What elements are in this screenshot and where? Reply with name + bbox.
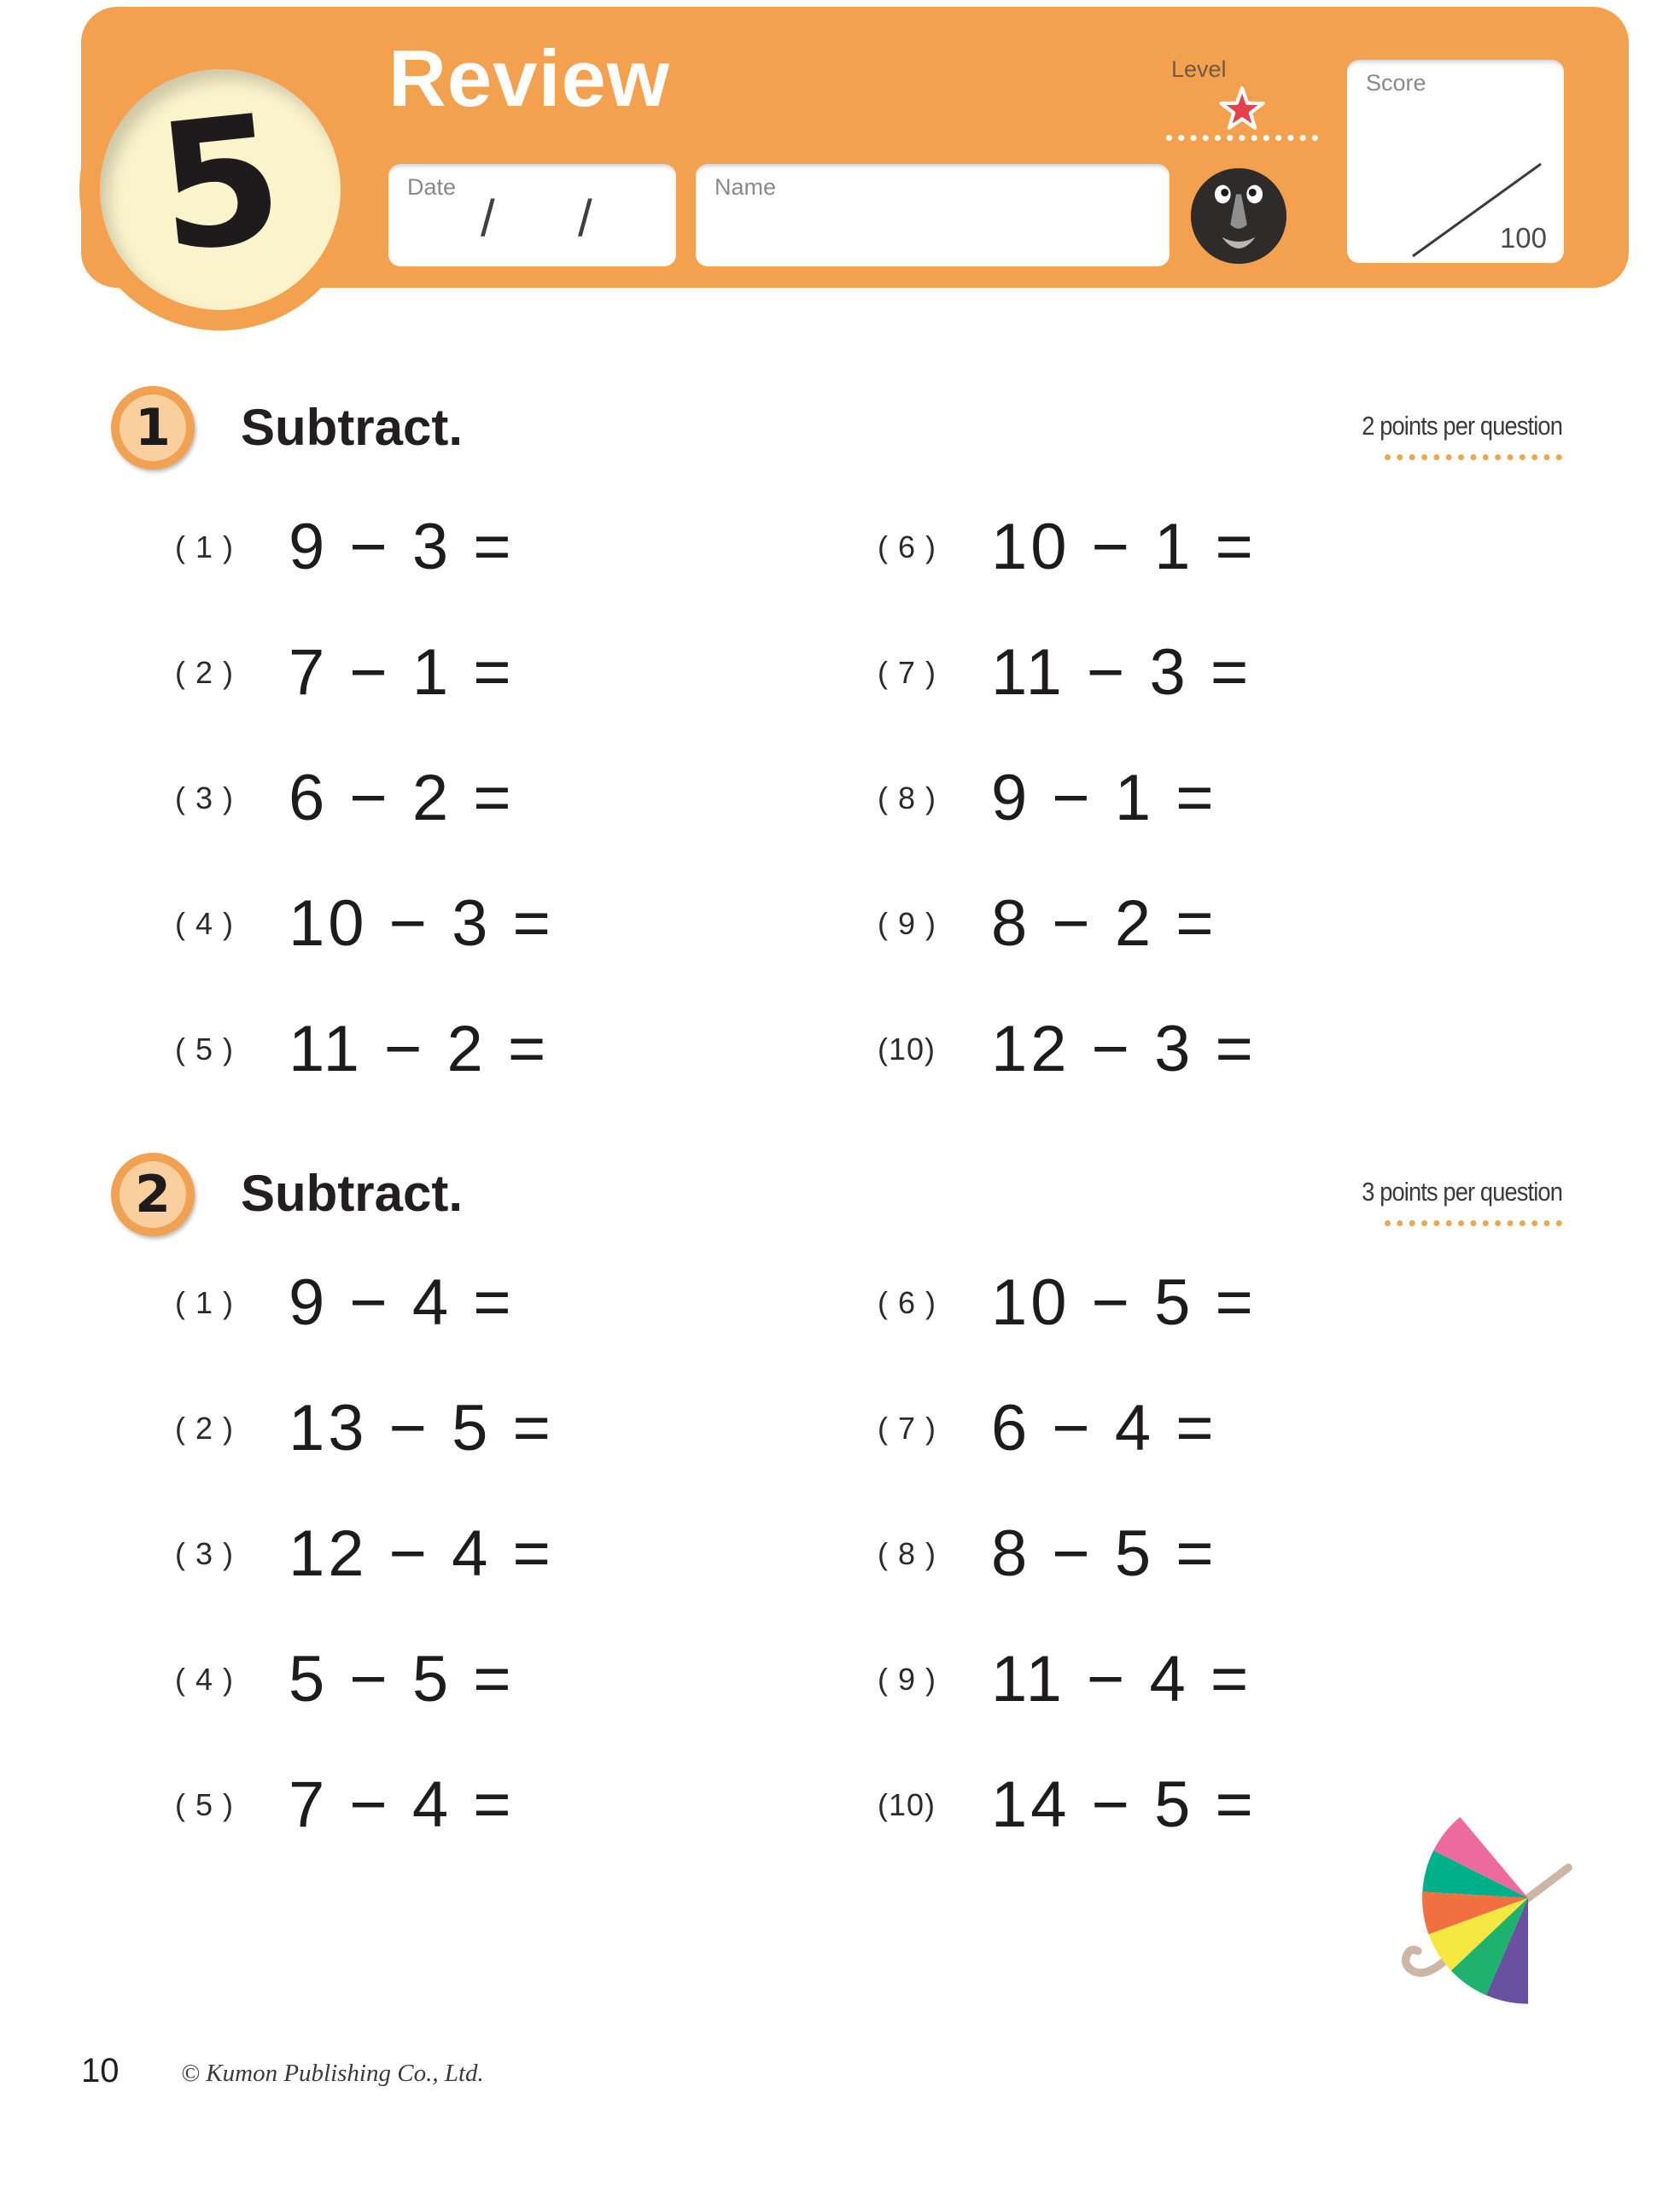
problem-row	[878, 735, 1257, 861]
section-2-badge	[111, 1153, 195, 1236]
level-star-icon	[1214, 82, 1270, 138]
page-title: Review	[388, 33, 670, 123]
section-1-badge	[111, 386, 195, 470]
problem-expression[interactable]: 7 − 1 =	[289, 636, 515, 709]
problem-expression[interactable]: 12 − 4 =	[289, 1517, 554, 1590]
problem-row	[175, 861, 554, 986]
problem-number: ( 4 )	[175, 1661, 235, 1697]
problem-row	[878, 1240, 1257, 1365]
problem-expression[interactable]: 12 − 3 =	[991, 1013, 1257, 1085]
date-slash: /	[578, 190, 592, 247]
problem-number: ( 9 )	[878, 1661, 937, 1697]
problem-row	[878, 986, 1257, 1112]
problem-row	[878, 1491, 1257, 1616]
section-1-points-underline	[1385, 454, 1562, 460]
date-input-box[interactable]	[388, 164, 676, 266]
problem-expression[interactable]: 10 − 5 =	[991, 1266, 1257, 1339]
problem-expression[interactable]: 9 − 1 =	[991, 762, 1217, 834]
problem-number: (10)	[878, 1786, 936, 1822]
problem-expression[interactable]: 11 − 2 =	[289, 1013, 550, 1085]
problem-row	[175, 1240, 554, 1365]
problem-row	[175, 1365, 554, 1491]
problem-number: ( 3 )	[175, 780, 235, 815]
name-label: Name	[715, 174, 777, 200]
section-2-number: 2	[135, 1165, 171, 1225]
problem-number: ( 8 )	[878, 1535, 937, 1571]
problem-number: ( 9 )	[878, 905, 937, 941]
problem-row	[878, 1365, 1257, 1491]
page-number: 10	[81, 2052, 120, 2090]
section-1-points-note: 2 points per question	[1362, 411, 1562, 441]
problem-number: ( 6 )	[878, 529, 937, 564]
problem-number: ( 6 )	[878, 1284, 937, 1320]
problem-expression[interactable]: 11 − 4 =	[991, 1643, 1252, 1715]
problem-number: ( 5 )	[175, 1031, 235, 1067]
problem-row	[175, 1491, 554, 1616]
problem-number: ( 1 )	[175, 529, 235, 564]
problem-row	[175, 735, 554, 861]
problem-expression[interactable]: 11 − 3 =	[991, 636, 1252, 709]
score-label: Score	[1366, 70, 1426, 96]
problem-number: ( 3 )	[175, 1535, 235, 1571]
level-label: Level	[1171, 56, 1227, 82]
problem-number: ( 2 )	[175, 1410, 235, 1446]
date-slash: /	[481, 190, 495, 247]
name-input-box[interactable]	[696, 164, 1170, 266]
problem-number: (10)	[878, 1031, 936, 1067]
level-dotted-line	[1166, 135, 1318, 141]
problem-row	[175, 1616, 554, 1742]
problem-row	[175, 986, 554, 1112]
lesson-number-badge-inner	[100, 69, 341, 310]
problem-expression[interactable]: 14 − 5 =	[991, 1768, 1257, 1841]
problem-number: ( 7 )	[878, 654, 937, 690]
kumon-character-icon	[1188, 166, 1289, 266]
problem-number: ( 8 )	[878, 780, 937, 815]
lesson-number-badge	[79, 49, 361, 330]
problem-expression[interactable]: 5 − 5 =	[289, 1643, 515, 1715]
problem-expression[interactable]: 10 − 3 =	[289, 887, 554, 960]
problem-row	[175, 1742, 554, 1867]
section-2-points-note: 3 points per question	[1362, 1177, 1562, 1207]
problem-expression[interactable]: 8 − 2 =	[991, 887, 1217, 960]
score-denominator: 100	[1499, 222, 1547, 254]
problem-row	[175, 484, 554, 610]
problem-number: ( 7 )	[878, 1410, 937, 1446]
section-1-problems-left	[175, 484, 554, 1112]
problem-expression[interactable]: 10 − 1 =	[991, 511, 1257, 583]
problem-row	[878, 484, 1257, 610]
problem-row	[878, 610, 1257, 735]
section-2-problems-right	[878, 1240, 1257, 1867]
problem-row	[878, 1742, 1257, 1867]
problem-expression[interactable]: 7 − 4 =	[289, 1768, 515, 1841]
problem-expression[interactable]: 8 − 5 =	[991, 1517, 1217, 1590]
section-2-points-underline	[1385, 1220, 1562, 1226]
section-2-problems-left	[175, 1240, 554, 1867]
umbrella-illustration	[1385, 1812, 1600, 2027]
problem-row	[175, 610, 554, 735]
score-input-box[interactable]	[1347, 60, 1564, 263]
problem-expression[interactable]: 13 − 5 =	[289, 1392, 554, 1464]
section-2-instruction: Subtract.	[241, 1165, 464, 1222]
problem-number: ( 2 )	[175, 654, 235, 690]
problem-number: ( 5 )	[175, 1786, 235, 1822]
date-label: Date	[407, 174, 457, 200]
lesson-number: 5	[148, 76, 291, 292]
problem-expression[interactable]: 9 − 4 =	[289, 1266, 515, 1339]
copyright-notice: © Kumon Publishing Co., Ltd.	[181, 2060, 484, 2087]
problem-row	[878, 1616, 1257, 1742]
section-1-problems-right	[878, 484, 1257, 1112]
section-1-number: 1	[135, 398, 171, 458]
problem-row	[878, 861, 1257, 986]
problem-expression[interactable]: 6 − 2 =	[289, 762, 515, 834]
problem-expression[interactable]: 6 − 4 =	[991, 1392, 1217, 1464]
section-1-instruction: Subtract.	[241, 399, 464, 456]
problem-number: ( 1 )	[175, 1284, 235, 1320]
problem-expression[interactable]: 9 − 3 =	[289, 511, 515, 583]
problem-number: ( 4 )	[175, 905, 235, 941]
